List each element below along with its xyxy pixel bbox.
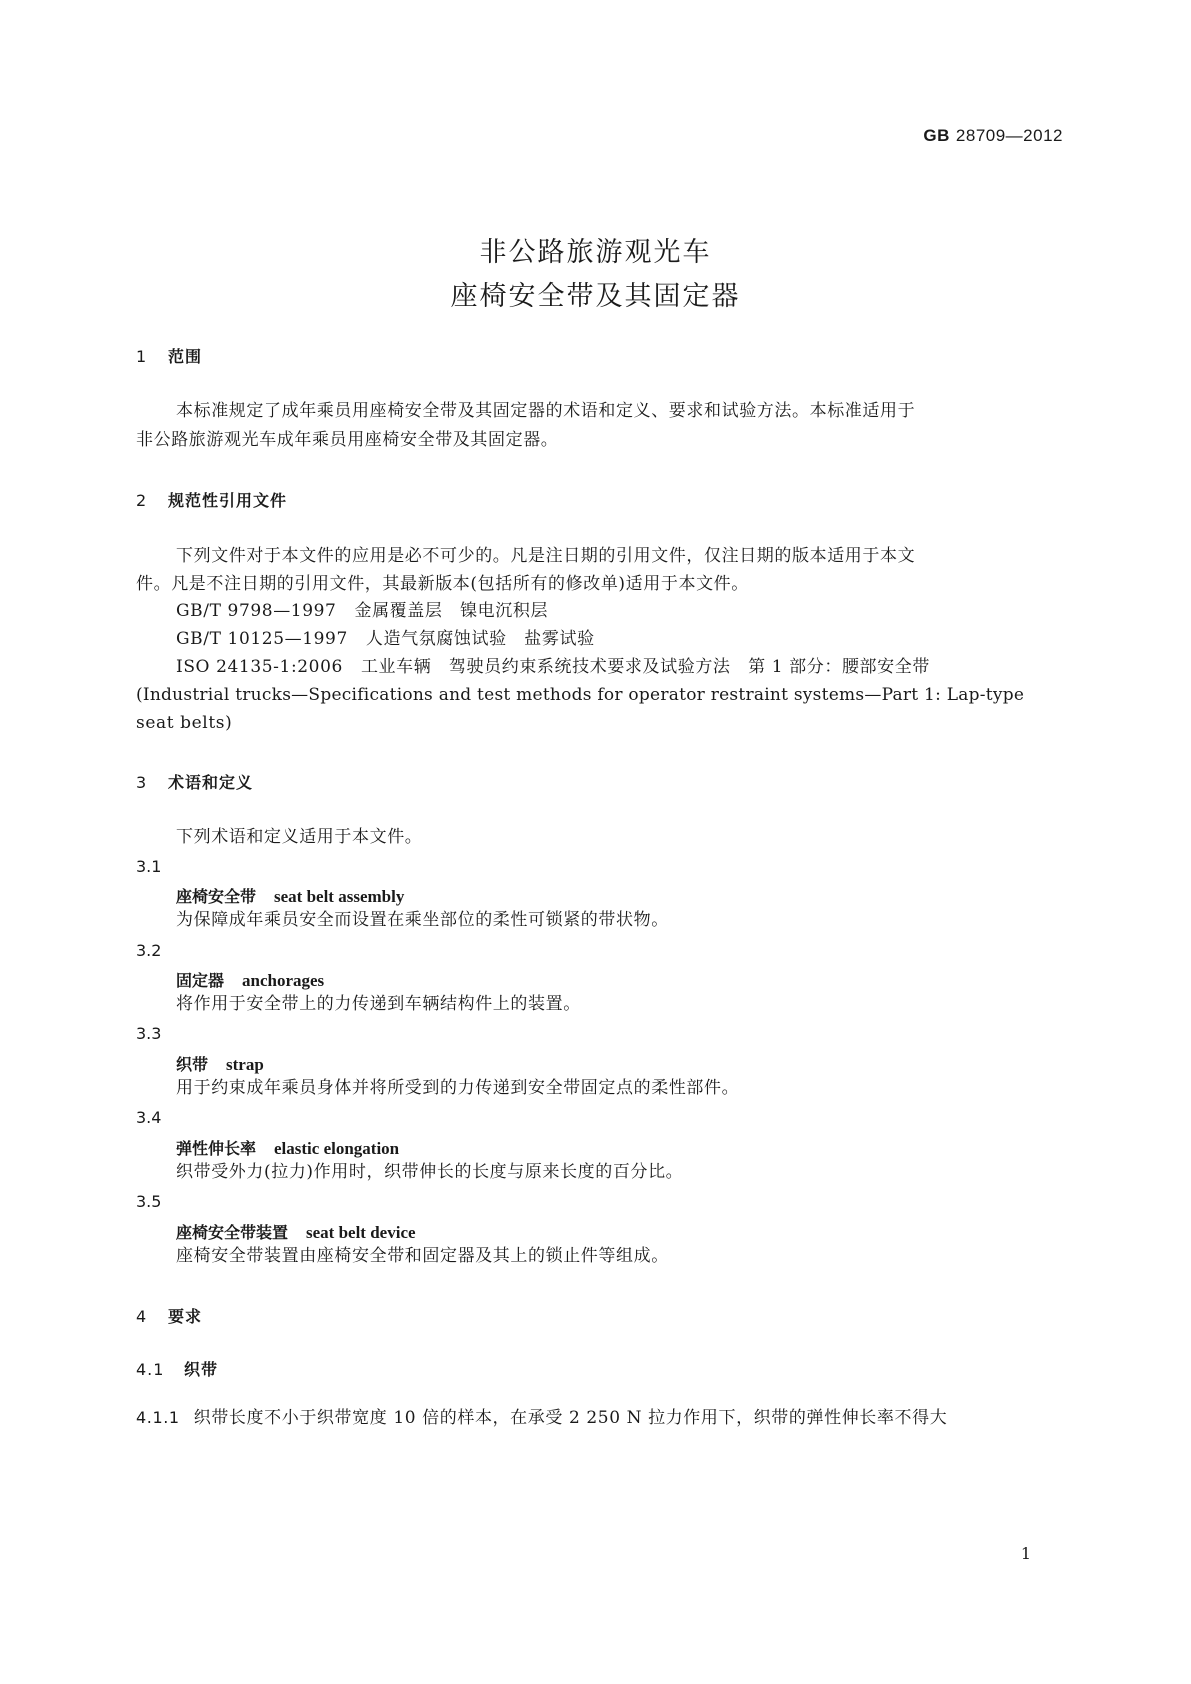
section-1-heading [136, 344, 202, 367]
term-number: 3.3 [136, 1024, 162, 1043]
reference-title: 工业车辆 驾驶员约束系统技术要求及试验方法 第 1 部分：腰部安全带 [360, 657, 930, 677]
reference-item [176, 596, 548, 627]
term-zh: 弹性伸长率 [176, 1139, 257, 1158]
reference-code: GB/T 10125—1997 [176, 629, 348, 649]
section-number: 4 [136, 1307, 148, 1326]
reference-code: ISO 24135-1:2006 [176, 657, 343, 677]
section-title: 规范性引用文件 [168, 491, 288, 510]
term-heading [176, 884, 404, 907]
reference-code: GB/T 9798—1997 [176, 601, 337, 621]
term-heading [176, 1052, 264, 1075]
term-zh: 固定器 [176, 971, 225, 990]
clause-text: 织带长度不小于织带宽度 10 倍的样本，在承受 2 250 N 拉力作用下，织带的弹性伸长率不得大 [193, 1408, 948, 1428]
term-definition: 用于约束成年乘员身体并将所受到的力传递到安全带固定点的柔性部件。 [176, 1078, 740, 1098]
clause-4-1-1 [136, 1402, 947, 1434]
term-zh: 座椅安全带装置 [176, 1223, 289, 1242]
term-en: seat belt assembly [274, 887, 405, 906]
section-1-paragraph-line2: 非公路旅游观光车成年乘员用座椅安全带及其固定器。 [136, 430, 559, 450]
term-zh: 座椅安全带 [176, 887, 257, 906]
document-title-line1: 非公路旅游观光车 [479, 237, 712, 268]
term-en: strap [226, 1055, 264, 1074]
section-2-paragraph-line2: 件。凡是不注日期的引用文件，其最新版本(包括所有的修改单)适用于本文件。 [136, 574, 749, 594]
term-number: 3.2 [136, 941, 162, 960]
standard-code [923, 126, 1063, 146]
reference-title: 人造气氛腐蚀试验 盐雾试验 [365, 629, 595, 649]
section-2-paragraph-line1: 下列文件对于本文件的应用是必不可少的。凡是注日期的引用文件，仅注日期的版本适用于本文 [176, 546, 916, 566]
reference-item [176, 624, 595, 655]
section-number: 3 [136, 773, 148, 792]
term-number: 3.1 [136, 857, 162, 876]
subsection-title: 织带 [184, 1360, 219, 1379]
section-title: 术语和定义 [168, 773, 254, 792]
term-heading [176, 1136, 399, 1159]
section-3-intro: 下列术语和定义适用于本文件。 [176, 827, 423, 847]
clause-number: 4.1.1 [136, 1408, 180, 1427]
section-title: 要求 [168, 1307, 203, 1326]
term-en: elastic elongation [274, 1139, 400, 1158]
section-4-heading [136, 1304, 202, 1327]
term-number: 3.5 [136, 1192, 162, 1211]
standard-code-prefix: GB [923, 126, 950, 145]
page-number: 1 [1020, 1544, 1031, 1563]
term-number: 3.4 [136, 1108, 162, 1127]
section-2-heading [136, 488, 287, 511]
term-heading [176, 968, 324, 991]
term-en: seat belt device [306, 1223, 416, 1242]
reference-item-continuation: (Industrial trucks—Specifications and test methods for operator restraint systems—Part 1: Lap-type [136, 685, 1025, 705]
term-en: anchorages [242, 971, 325, 990]
section-3-heading [136, 770, 253, 793]
reference-item-continuation: seat belts) [136, 713, 233, 733]
section-1-paragraph-line1: 本标准规定了成年乘员用座椅安全带及其固定器的术语和定义、要求和试验方法。本标准适用于 [176, 401, 916, 421]
term-heading [176, 1220, 416, 1243]
reference-item [176, 652, 930, 683]
term-definition: 为保障成年乘员安全而设置在乘坐部位的柔性可锁紧的带状物。 [176, 910, 669, 930]
term-definition: 将作用于安全带上的力传递到车辆结构件上的装置。 [176, 994, 581, 1014]
term-definition: 座椅安全带装置由座椅安全带和固定器及其上的锁止件等组成。 [176, 1246, 669, 1266]
subsection-4-1-heading [136, 1357, 218, 1380]
section-number: 1 [136, 347, 148, 366]
subsection-number: 4.1 [136, 1360, 165, 1379]
standard-code-number: 28709—2012 [955, 126, 1063, 145]
reference-title: 金属覆盖层 镍电沉积层 [354, 601, 549, 621]
term-zh: 织带 [176, 1055, 209, 1074]
section-number: 2 [136, 491, 148, 510]
term-definition: 织带受外力(拉力)作用时，织带伸长的长度与原来长度的百分比。 [176, 1162, 684, 1182]
document-title-line2: 座椅安全带及其固定器 [450, 281, 741, 312]
section-title: 范围 [168, 347, 203, 366]
